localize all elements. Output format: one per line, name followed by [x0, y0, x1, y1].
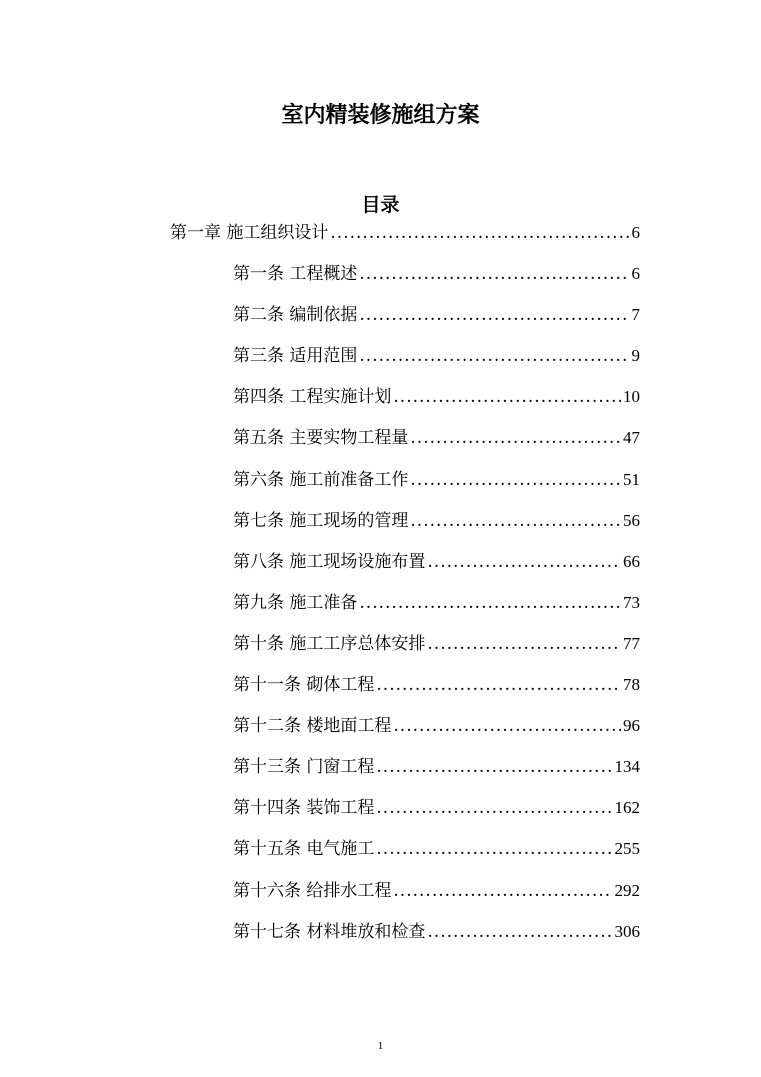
- toc-entry-label: 第十条 施工工序总体安排: [233, 633, 426, 654]
- toc-entry-label: 第三条 适用范围: [233, 346, 358, 367]
- toc-chapter-entry[interactable]: [170, 221, 640, 245]
- dot-leader: [427, 550, 621, 574]
- toc-entry-page: 292: [614, 880, 640, 900]
- toc-entry-page: 162: [614, 798, 640, 818]
- toc-entry-label: 第十五条 电气施工: [233, 839, 375, 860]
- toc-entry-page: 47: [623, 428, 640, 448]
- toc-entry-page: 73: [623, 592, 640, 612]
- toc-entry-label: 第十七条 材料堆放和检查: [233, 921, 426, 942]
- toc-entry-label: 第二条 编制依据: [233, 305, 358, 326]
- dot-leader: [393, 714, 621, 738]
- toc-entry-label: 第四条 工程实施计划: [233, 387, 392, 408]
- toc-entry-page: 96: [623, 716, 640, 736]
- toc-entry[interactable]: [233, 632, 640, 656]
- toc-entry[interactable]: [233, 303, 640, 327]
- dot-leader: [427, 632, 621, 656]
- dot-leader: [376, 673, 621, 697]
- toc-entry-label: 第十二条 楼地面工程: [233, 716, 392, 737]
- toc-entry-label: 第十四条 装饰工程: [233, 798, 375, 819]
- toc-entry[interactable]: [233, 591, 640, 615]
- toc-entry-label: 第十一条 砌体工程: [233, 675, 375, 695]
- toc-entry-page: 255: [614, 839, 640, 859]
- toc-entry-label: 第七条 施工现场的管理: [233, 510, 409, 531]
- toc-entry[interactable]: [233, 550, 640, 574]
- toc-entry[interactable]: [233, 426, 640, 450]
- toc-entry-page: 9: [631, 346, 640, 366]
- dot-leader: [410, 509, 621, 533]
- toc-entry[interactable]: [233, 673, 640, 697]
- dot-leader: [376, 796, 612, 820]
- dot-leader: [393, 385, 621, 409]
- dot-leader: [359, 344, 629, 368]
- toc-entry-label: 第九条 施工准备: [233, 592, 358, 613]
- toc-entry-page: 56: [623, 510, 640, 530]
- toc-entry-page: 77: [623, 633, 640, 653]
- toc-entry-page: 51: [623, 469, 640, 489]
- toc-entry[interactable]: [233, 262, 640, 286]
- dot-leader: [359, 262, 629, 286]
- dot-leader: [427, 920, 612, 944]
- page-number: 1: [377, 1040, 384, 1052]
- toc-entry-label: 第一条 工程概述: [233, 264, 358, 284]
- toc-entry-label: 第八条 施工现场设施布置: [233, 551, 426, 572]
- toc-entry-label: 第一章 施工组织设计: [170, 223, 329, 243]
- toc-entry-page: 306: [614, 921, 640, 941]
- toc-entry[interactable]: [233, 755, 640, 779]
- dot-leader: [376, 755, 612, 779]
- dot-leader: [359, 303, 629, 327]
- toc-entry[interactable]: [233, 385, 640, 409]
- toc-entry-label: 第五条 主要实物工程量: [233, 428, 409, 449]
- toc-entry-page: 6: [631, 264, 640, 283]
- dot-leader: [376, 837, 612, 861]
- document-title: 室内精装修施组方案: [281, 103, 480, 128]
- toc-entry[interactable]: [233, 509, 640, 533]
- toc-entry[interactable]: [233, 344, 640, 368]
- toc-entry-page: 66: [623, 551, 640, 571]
- toc-entry[interactable]: [233, 796, 640, 820]
- toc-entry[interactable]: [233, 920, 640, 944]
- dot-leader: [359, 591, 621, 615]
- toc-entry-page: 6: [631, 223, 640, 242]
- toc-entry-page: 7: [631, 305, 640, 325]
- toc-entry-label: 第六条 施工前准备工作: [233, 469, 409, 490]
- toc-entry-page: 78: [623, 675, 640, 694]
- dot-leader: [393, 879, 612, 903]
- toc-entry[interactable]: [233, 879, 640, 903]
- toc-entry[interactable]: [233, 468, 640, 492]
- toc-entry-page: 10: [623, 387, 640, 407]
- dot-leader: [410, 468, 621, 492]
- toc-entry-label: 第十六条 给排水工程: [233, 880, 392, 901]
- toc-entry-label: 第十三条 门窗工程: [233, 757, 375, 778]
- toc-heading: 目录: [361, 194, 400, 216]
- toc-entry[interactable]: [233, 837, 640, 861]
- dot-leader: [410, 426, 621, 450]
- toc-entry[interactable]: [233, 714, 640, 738]
- dot-leader: [330, 221, 629, 245]
- toc-entry-page: 134: [614, 757, 640, 777]
